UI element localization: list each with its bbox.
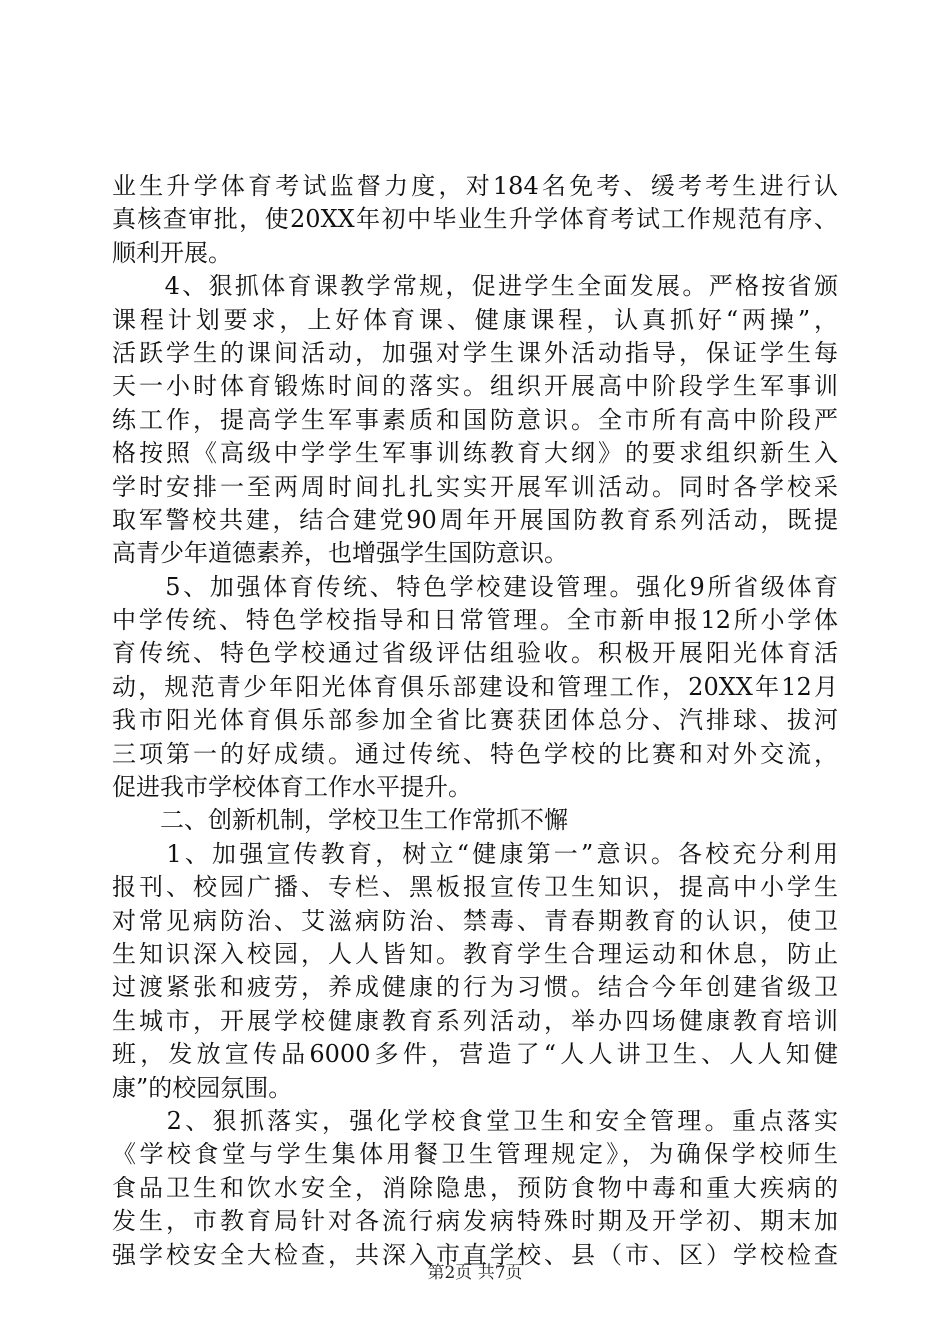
text-line: 食品卫生和饮水安全，消除隐患，预防食物中毒和重大疾病的 <box>112 1173 838 1202</box>
page-footer: 第2页 共7页 <box>427 1263 523 1283</box>
text-line: 取军警校共建，结合建党90周年开展国防教育系列活动，既提 <box>112 505 838 534</box>
text-line: 生知识深入校园，人人皆知。教育学生合理运动和休息，防止 <box>112 939 838 968</box>
text-line: 顺利开展。 <box>112 238 232 267</box>
text-line: 促进我市学校体育工作水平提升。 <box>112 773 472 802</box>
text-line: 中学传统、特色学校指导和日常管理。全市新申报12所小学体 <box>112 606 838 635</box>
text-line: 强学校安全大检查，共深入市直学校、县（市、区）学校检查 <box>112 1240 838 1269</box>
text-line: 报刊、校园广播、专栏、黑板报宣传卫生知识，提高中小学生 <box>112 873 838 902</box>
text-line: 练工作，提高学生军事素质和国防意识。全市所有高中阶段严 <box>112 405 838 434</box>
text-line: 5、加强体育传统、特色学校建设管理。强化9所省级体育 <box>112 572 838 601</box>
text-line: 过渡紧张和疲劳，养成健康的行为习惯。结合今年创建省级卫 <box>112 973 838 1002</box>
text-line: 格按照《高级中学学生军事训练教育大纲》的要求组织新生入 <box>112 439 838 468</box>
text-line: 育传统、特色学校通过省级评估组验收。积极开展阳光体育活 <box>112 639 838 668</box>
text-line: 课程计划要求，上好体育课、健康课程，认真抓好“两操”， <box>112 305 838 334</box>
text-line: 班，发放宣传品6000多件，营造了“人人讲卫生、人人知健 <box>112 1040 838 1069</box>
text-line: 活跃学生的课间活动，加强对学生课外活动指导，保证学生每 <box>112 338 838 367</box>
text-line: 真核查审批，使20XX年初中毕业生升学体育考试工作规范有序、 <box>112 205 838 234</box>
text-line: 发生，市教育局针对各流行病发病特殊时期及开学初、期末加 <box>112 1207 838 1236</box>
text-line: 业生升学体育考试监督力度，对184名免考、缓考考生进行认 <box>112 172 838 200</box>
text-line: 《学校食堂与学生集体用餐卫生管理规定》，为确保学校师生 <box>112 1140 838 1169</box>
text-line: 2、狠抓落实，强化学校食堂卫生和安全管理。重点落实 <box>112 1106 838 1135</box>
text-line: 动，规范青少年阳光体育俱乐部建设和管理工作，20XX年12月 <box>112 672 838 701</box>
text-line: 学时安排一至两周时间扎扎实实开展军训活动。同时各学校采 <box>112 472 838 501</box>
text-line: 1、加强宣传教育，树立“健康第一”意识。各校充分利用 <box>112 839 838 868</box>
text-line: 我市阳光体育俱乐部参加全省比赛获团体总分、汽排球、拔河 <box>112 706 838 735</box>
document-body <box>112 170 838 1272</box>
text-line: 三项第一的好成绩。通过传统、特色学校的比赛和对外交流， <box>112 739 838 768</box>
text-line: 对常见病防治、艾滋病防治、禁毒、青春期教育的认识，使卫 <box>112 906 838 935</box>
text-line: 二、创新机制，学校卫生工作常抓不懈 <box>112 806 568 835</box>
text-line: 高青少年道德素养，也增强学生国防意识。 <box>112 539 568 568</box>
text-line: 天一小时体育锻炼时间的落实。组织开展高中阶段学生军事训 <box>112 372 838 401</box>
text-line: 4、狠抓体育课教学常规，促进学生全面发展。严格按省颁 <box>112 272 838 301</box>
text-line: 生城市，开展学校健康教育系列活动，举办四场健康教育培训 <box>112 1006 838 1035</box>
text-line: 康”的校园氛围。 <box>112 1073 293 1102</box>
